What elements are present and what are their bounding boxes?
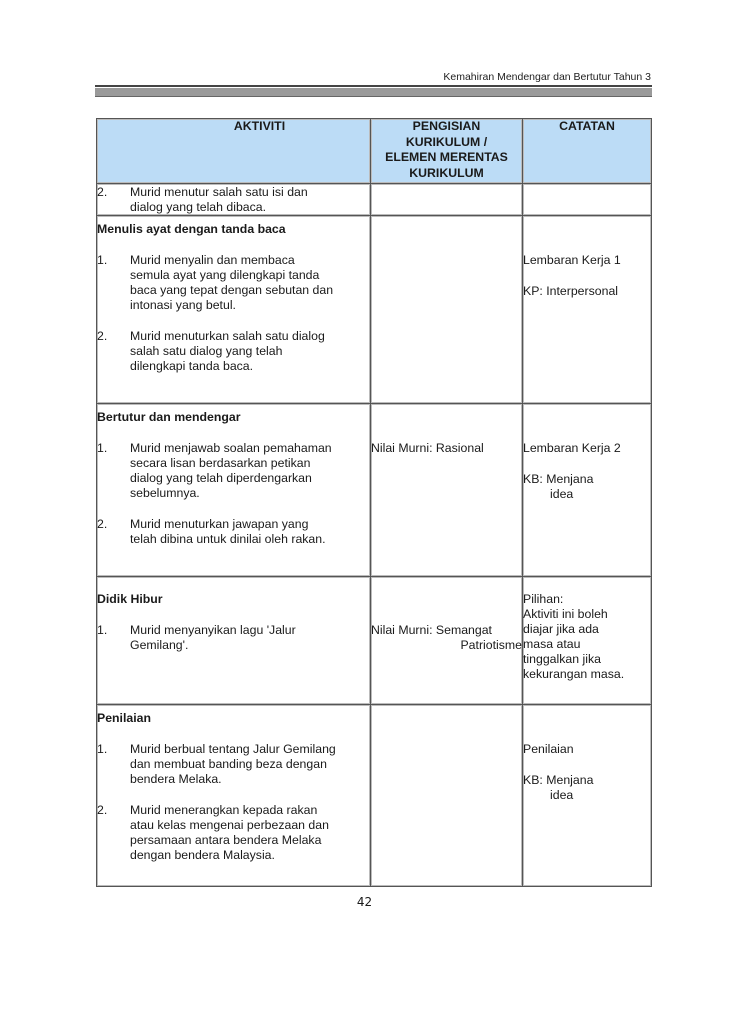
catatan-text: Lembaran Kerja 2	[523, 441, 621, 455]
aktiviti-cell	[97, 577, 371, 705]
aktiviti-cell	[97, 184, 371, 216]
pengisian-text: Nilai Murni: Semangat	[371, 623, 492, 637]
list-item: 2. Murid menuturkan salah satu dialog salah satu dialog yang telah dilengkapi tanda baca.	[97, 329, 325, 373]
catatan-text: KP: Interpersonal	[523, 284, 619, 298]
page-number: 42	[356, 895, 373, 909]
column-header-catatan: CATATAN	[523, 119, 652, 184]
table-row	[97, 216, 652, 404]
list-item: 2. Murid menuturkan jawapan yang telah dibina untuk dinilai oleh rakan.	[97, 517, 326, 546]
pengisian-cell	[371, 577, 523, 705]
section-title: Bertutur dan mendengar	[97, 410, 241, 424]
pengisian-cell	[371, 404, 523, 577]
catatan-text: Pilihan: Aktiviti ini boleh diajar jika ada masa atau tinggalkan jika kekurangan masa.	[523, 592, 625, 681]
list-item: 1. Murid menjawab soalan pemahaman secara lisan berdasarkan petikan dialog yang telah diperdengarkan sebelumnya.	[97, 441, 332, 500]
pengisian-text: Nilai Murni: Rasional	[371, 441, 484, 455]
table-header-row	[97, 119, 652, 184]
aktiviti-cell	[97, 705, 371, 887]
pengisian-cell	[371, 705, 523, 887]
section-title: Penilaian	[97, 711, 151, 725]
section-title: Menulis ayat dengan tanda baca	[97, 222, 286, 236]
column-header-pengisian: PENGISIAN KURIKULUM / ELEMEN MERENTAS KURIKULUM	[371, 119, 523, 184]
catatan-cell	[523, 705, 652, 887]
catatan-text: KB: Menjana	[523, 472, 594, 486]
catatan-cell	[523, 184, 652, 216]
pengisian-cell	[371, 216, 523, 404]
list-item: 1. Murid berbual tentang Jalur Gemilang dan membuat banding beza dengan bendera Melaka.	[97, 742, 336, 786]
pengisian-text: Patriotisme	[460, 638, 522, 652]
aktiviti-cell	[97, 216, 371, 404]
catatan-text: KB: Menjana	[523, 773, 594, 787]
catatan-text: idea	[550, 788, 574, 802]
catatan-cell	[523, 404, 652, 577]
aktiviti-cell	[97, 404, 371, 577]
pengisian-cell	[371, 184, 523, 216]
header-rule-bottom	[95, 88, 652, 97]
header-rule-top	[95, 85, 652, 87]
list-item: 1. Murid menyanyikan lagu 'Jalur Gemilang'.	[97, 623, 296, 652]
catatan-text: idea	[550, 487, 574, 501]
section-title: Didik Hibur	[97, 592, 163, 606]
list-item: 1. Murid menyalin dan membaca semula ayat yang dilengkapi tanda baca yang tepat dengan sebutan dan intonasi yang betul.	[97, 253, 334, 312]
table-row	[97, 404, 652, 577]
list-item: 2. Murid menerangkan kepada rakan atau kelas mengenai perbezaan dan persamaan antara bendera Melaka dengan bendera Malaysia.	[97, 803, 329, 862]
table-row	[97, 184, 652, 216]
column-header-aktiviti: AKTIVITI	[97, 119, 371, 184]
catatan-cell	[523, 216, 652, 404]
catatan-text: Lembaran Kerja 1	[523, 253, 621, 267]
catatan-cell	[523, 577, 652, 705]
lesson-table	[96, 118, 652, 887]
catatan-text: Penilaian	[523, 742, 574, 756]
running-header: Kemahiran Mendengar dan Bertutur Tahun 3	[443, 71, 651, 83]
table-row	[97, 705, 652, 887]
list-item: 2. Murid menutur salah satu isi dan dialog yang telah dibaca.	[97, 185, 308, 214]
table-row	[97, 577, 652, 705]
